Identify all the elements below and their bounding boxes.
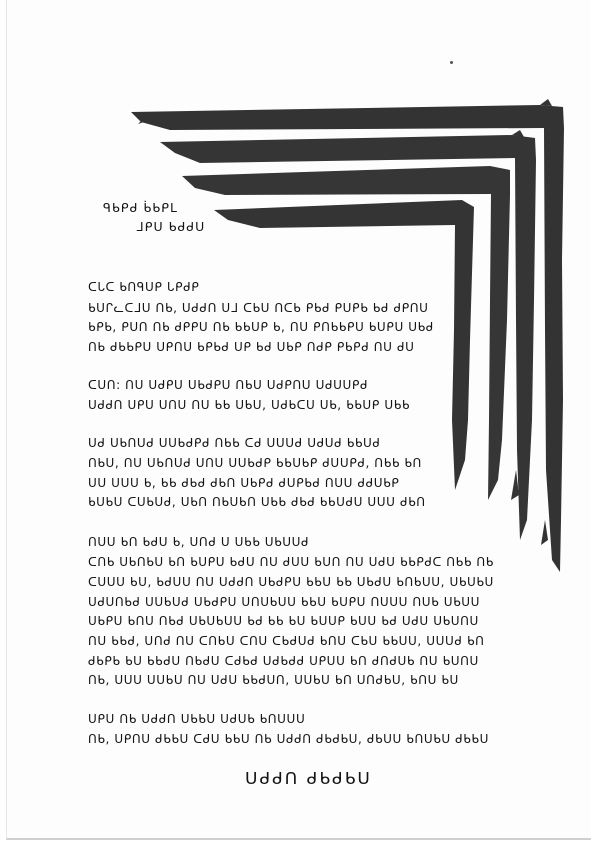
- header-line-1: ᑫᑲᑭᑯ ᑳᑲᑭᒪ: [103, 200, 178, 215]
- paragraph-1-line-4: ᑎᑲ ᑯᑲᑲᑭᑌ ᑌᑭᑎᑌ ᑲᑭᑲᑯ ᑌᑭ ᑲᑯ ᑌᑲᑭ ᑎᑯᑭ ᑭᑲᑭᑯ ᑎᑌ ᑯᑌ: [88, 340, 415, 354]
- paragraph-3-line-2: ᑎᑲᑌ, ᑎᑌ ᑌᑲᑎᑌᑯ ᑌᑎᑌ ᑌᑌᑲᑯᑭ ᑲᑲᑌᑲᑭ ᑯᑌᑌᑭᑯ, ᑎᑲᑲ ᑲᑎ: [88, 456, 422, 470]
- signature: ᑌᑯᑯᑎ ᑯᑲᑯᑲᑌ: [245, 769, 372, 789]
- paragraph-4-line-3: ᑕᑌᑌᑌ ᑲᑌ, ᑲᑯᑌᑌ ᑎᑌ ᑌᑯᑯᑎ ᑌᑲᑯᑭᑌ ᑲᑲᑌ ᑲᑲ ᑌᑲᑯᑌ ᑲᑎᑲᑌᑌ, ᑌᑲᑌᑲᑌ: [88, 575, 494, 589]
- paragraph-4-line-6: ᑎᑌ ᑲᑲᑯ, ᑌᑎᑯ ᑎᑌ ᑕᑎᑲᑌ ᑕᑎᑌ ᑕᑲᑯᑌᑯ ᑲᑎᑌ ᑕᑲᑌ ᑲᑲᑌᑌ, ᑌᑌᑌᑯ ᑲᑎ: [88, 634, 485, 648]
- paragraph-1-line-2: ᑲᑌᒋᓚᑕᒧᑌ ᑎᑲ, ᑌᑯᑯᑎ ᑌᒧ ᑕᑲᑌ ᑎᑕᑲ ᑭᑲᑯ ᑭᑌᑭᑲ ᑲᑯ ᑯᑭᑎᑌ: [88, 301, 429, 315]
- paragraph-5-line-2: ᑎᑲ, ᑌᑭᑎᑌ ᑯᑲᑲᑌ ᑕᑯᑌ ᑲᑲᑌ ᑎᑲ ᑌᑯᑯᑎ ᑯᑲᑯᑲᑌ, ᑯᑲᑌᑌ ᑲᑎᑌᑲᑌ ᑯᑲᑲᑌ: [88, 732, 489, 746]
- paragraph-2-line-1: ᑕᑌᑎ: ᑎᑌ ᑌᑯᑭᑌ ᑌᑲᑯᑭᑌ ᑎᑲᑌ ᑌᑯᑭᑎᑌ ᑌᑯᑌᑌᑭᑯ: [88, 378, 369, 392]
- paragraph-4-line-4: ᑌᑯᑌᑎᑲᑯ ᑌᑌᑲᑌᑯ ᑌᑲᑯᑭᑌ ᑌᑎᑌᑲᑌᑌ ᑲᑲᑌ ᑲᑌᑭᑌ ᑎᑌᑌᑌ ᑎᑌᑲ ᑌᑲᑌᑌ: [88, 595, 481, 609]
- paragraph-4-line-2: ᑕᑎᑲ ᑌᑲᑎᑲᑌ ᑲᑎ ᑲᑌᑭᑌ ᑲᑯᑌ ᑎᑌ ᑯᑌᑌ ᑲᑌᑎ ᑎᑌ ᑌᑯᑌ ᑲᑲᑭᑯᑕ ᑎᑲᑲ ᑎᑲ: [88, 555, 494, 569]
- paragraph-3-line-1: ᑌᑯ ᑌᑲᑎᑌᑯ ᑌᑌᑲᑯᑭᑯ ᑎᑲᑲ ᑕᑯ ᑌᑌᑌᑯ ᑌᑯᑌᑯ ᑲᑲᑌᑯ: [88, 436, 381, 450]
- paragraph-4-line-1: ᑎᑌᑌ ᑲᑎ ᑲᑯᑌ ᑲ, ᑌᑎᑯ ᑌ ᑌᑲᑲ ᑌᑲᑌᑌᑯ: [88, 535, 310, 549]
- paragraph-2-line-2: ᑌᑯᑯᑎ ᑌᑭᑌ ᑌᑎᑌ ᑎᑌ ᑲᑲ ᑌᑲᑌ, ᑌᑯᑲᑕᑌ ᑌᑲ, ᑲᑲᑌᑭ ᑌᑲᑲ: [88, 398, 411, 412]
- paragraph-1-line-3: ᑲᑭᑲ, ᑭᑌᑎ ᑎᑲ ᑯᑭᑭᑌ ᑎᑲ ᑲᑲᑌᑭ ᑲ, ᑎᑌ ᑭᑎᑲᑲᑭᑌ ᑲᑌᑭᑌ ᑌᑲᑯ: [88, 320, 434, 334]
- paragraph-4-line-5: ᑌᑲᑭᑌ ᑲᑎᑌ ᑎᑲᑯ ᑌᑲᑌᑲᑌᑌ ᑲᑯ ᑲᑲ ᑲᑌ ᑲᑌᑌᑭ ᑲᑌᑌ ᑲᑯ ᑌᑯᑌ ᑌᑲᑌᑎᑌ: [88, 614, 479, 628]
- paragraph-5-line-1: ᑌᑭᑌ ᑎᑲ ᑌᑯᑯᑎ ᑌᑲᑲᑌ ᑌᑯᑌᑲ ᑲᑎᑌᑌᑌ: [88, 712, 306, 726]
- paragraph-4-line-8: ᑎᑲ, ᑌᑌᑌ ᑌᑌᑲᑌ ᑎᑌ ᑌᑯᑌ ᑲᑲᑯᑌᑎ, ᑌᑌᑲᑌ ᑲᑎ ᑌᑎᑯᑲᑌ, ᑲᑎᑌ ᑲᑌ: [88, 673, 459, 687]
- paragraph-1-line-1: ᑕᒐᑕ ᑲᑎᑫᑌᑭ ᒐᑭᑯᑭ: [88, 280, 200, 294]
- paragraph-4-line-7: ᑯᑲᑭᑲ ᑲᑌ ᑲᑲᑯᑌ ᑎᑲᑯᑌ ᑕᑯᑲᑯ ᑌᑯᑲᑯᑯ ᑌᑭᑌᑌ ᑲᑎ ᑯᑎᑯᑌᑲ ᑎᑌ ᑲᑌᑎᑌ: [88, 654, 479, 668]
- header-line-2: ᒧᑭᑌ ᑲᑯᑯᑌ: [136, 219, 206, 234]
- paragraph-3-line-4: ᑲᑌᑲᑌ ᑕᑌᑲᑌᑯ, ᑌᑲᑎ ᑎᑲᑌᑲᑎ ᑌᑲᑲ ᑯᑲᑯ ᑲᑲᑌᑯᑌ ᑌᑌᑌ ᑯᑲᑎ: [88, 495, 426, 509]
- paragraph-3-line-3: ᑌᑌ ᑌᑌᑌ ᑲ, ᑲᑲ ᑯᑲᑯ ᑯᑲᑎ ᑌᑲᑭᑯ ᑯᑌᑭᑲᑯ ᑎᑌᑌ ᑯᑯᑌᑲᑭ: [88, 476, 400, 490]
